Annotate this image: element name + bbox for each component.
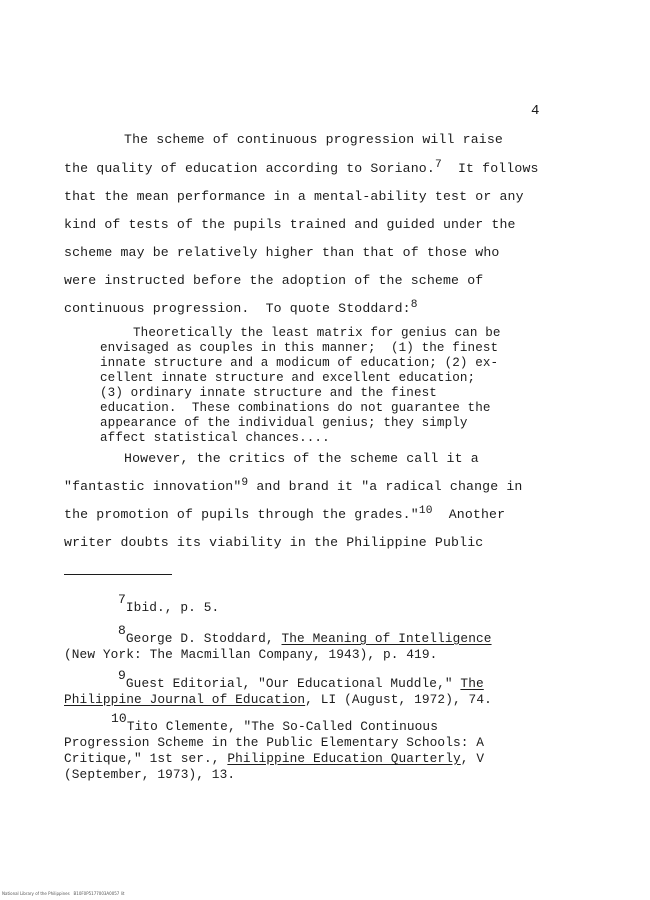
footnote-text: Critique," 1st ser.,: [64, 751, 228, 766]
footnote-text: George D. Stoddard,: [125, 631, 282, 646]
page-number: 4: [531, 103, 540, 119]
paragraph-line: were instructed before the adoption of the scheme of: [64, 273, 484, 288]
block-quote-line: (3) ordinary innate structure and the finest: [100, 386, 437, 400]
footnote-text: Ibid., p. 5.: [125, 600, 220, 615]
footnote-9-line2: [64, 692, 492, 707]
citation-title: Philippine Journal of Education: [64, 692, 306, 707]
footnote-7: [118, 592, 220, 615]
footnote-ref: 10: [418, 504, 433, 517]
paragraph-line: [64, 504, 506, 522]
block-quote-line: cellent innate structure and excellent education;: [100, 371, 476, 385]
footnote-10-line4: (September, 1973), 13.: [64, 767, 236, 782]
line-text: "fantastic innovation": [64, 479, 242, 494]
footnote-ref: 8: [410, 298, 418, 311]
paragraph-line: However, the critics of the scheme call it a: [124, 451, 479, 466]
footnote-ref: 9: [241, 476, 249, 489]
scan-stamp: National Library of the Philippines B10F0P5177003A0057 lit: [2, 891, 125, 896]
footnote-text: Tito Clemente, "The So-Called Continuous: [126, 719, 438, 734]
footnote-10-line2: Progression Scheme in the Public Elementary Schools: A: [64, 735, 485, 750]
line-text: It follows: [441, 161, 539, 176]
line-text: the quality of education according to Soriano.: [64, 161, 435, 176]
footnote-text: , LI (August, 1972), 74.: [305, 692, 492, 707]
footnote-mark: 7: [118, 592, 126, 607]
citation-title: The Meaning of Intelligence: [281, 631, 492, 646]
footnote-separator: [64, 574, 172, 575]
line-text: continuous progression. To quote Stoddard:: [64, 301, 411, 316]
footnote-mark: 10: [111, 711, 127, 726]
paragraph-line: [64, 298, 418, 316]
block-quote-line: education. These combinations do not guarantee the: [100, 401, 491, 415]
paragraph-line: that the mean performance in a mental-ability test or any: [64, 189, 524, 204]
block-quote-line: Theoretically the least matrix for genius can be: [133, 326, 501, 340]
footnote-mark: 9: [118, 668, 126, 683]
citation-title: Philippine Education Quarterly: [227, 751, 461, 766]
line-text: the promotion of pupils through the grades.": [64, 507, 419, 522]
footnote-ref: 7: [434, 158, 442, 171]
paragraph-line: [64, 158, 539, 176]
line-text: and brand it "a radical change in: [248, 479, 523, 494]
footnote-10-line3: [64, 751, 484, 766]
line-text: Another: [432, 507, 506, 522]
block-quote-line: innate structure and a modicum of education; (2) ex-: [100, 356, 499, 370]
paragraph-line: kind of tests of the pupils trained and guided under the: [64, 217, 516, 232]
footnote-8: [118, 623, 492, 646]
footnote-mark: 8: [118, 623, 126, 638]
citation-title: The: [460, 676, 484, 691]
footnote-8-line2: (New York: The Macmillan Company, 1943), p. 419.: [64, 647, 438, 662]
footnote-text: Guest Editorial, "Our Educational Muddle,": [125, 676, 461, 691]
footnote-10: [111, 711, 438, 734]
block-quote-line: affect statistical chances....: [100, 431, 330, 445]
footnote-text: , V: [460, 751, 485, 766]
paragraph-line: The scheme of continuous progression will raise: [124, 132, 503, 147]
block-quote-line: envisaged as couples in this manner; (1) the finest: [100, 341, 499, 355]
paragraph-line: [64, 476, 523, 494]
block-quote-line: appearance of the individual genius; they simply: [100, 416, 468, 430]
paragraph-line: scheme may be relatively higher than that of those who: [64, 245, 500, 260]
paragraph-line: writer doubts its viability in the Philippine Public: [64, 535, 484, 550]
footnote-9: [118, 668, 484, 691]
